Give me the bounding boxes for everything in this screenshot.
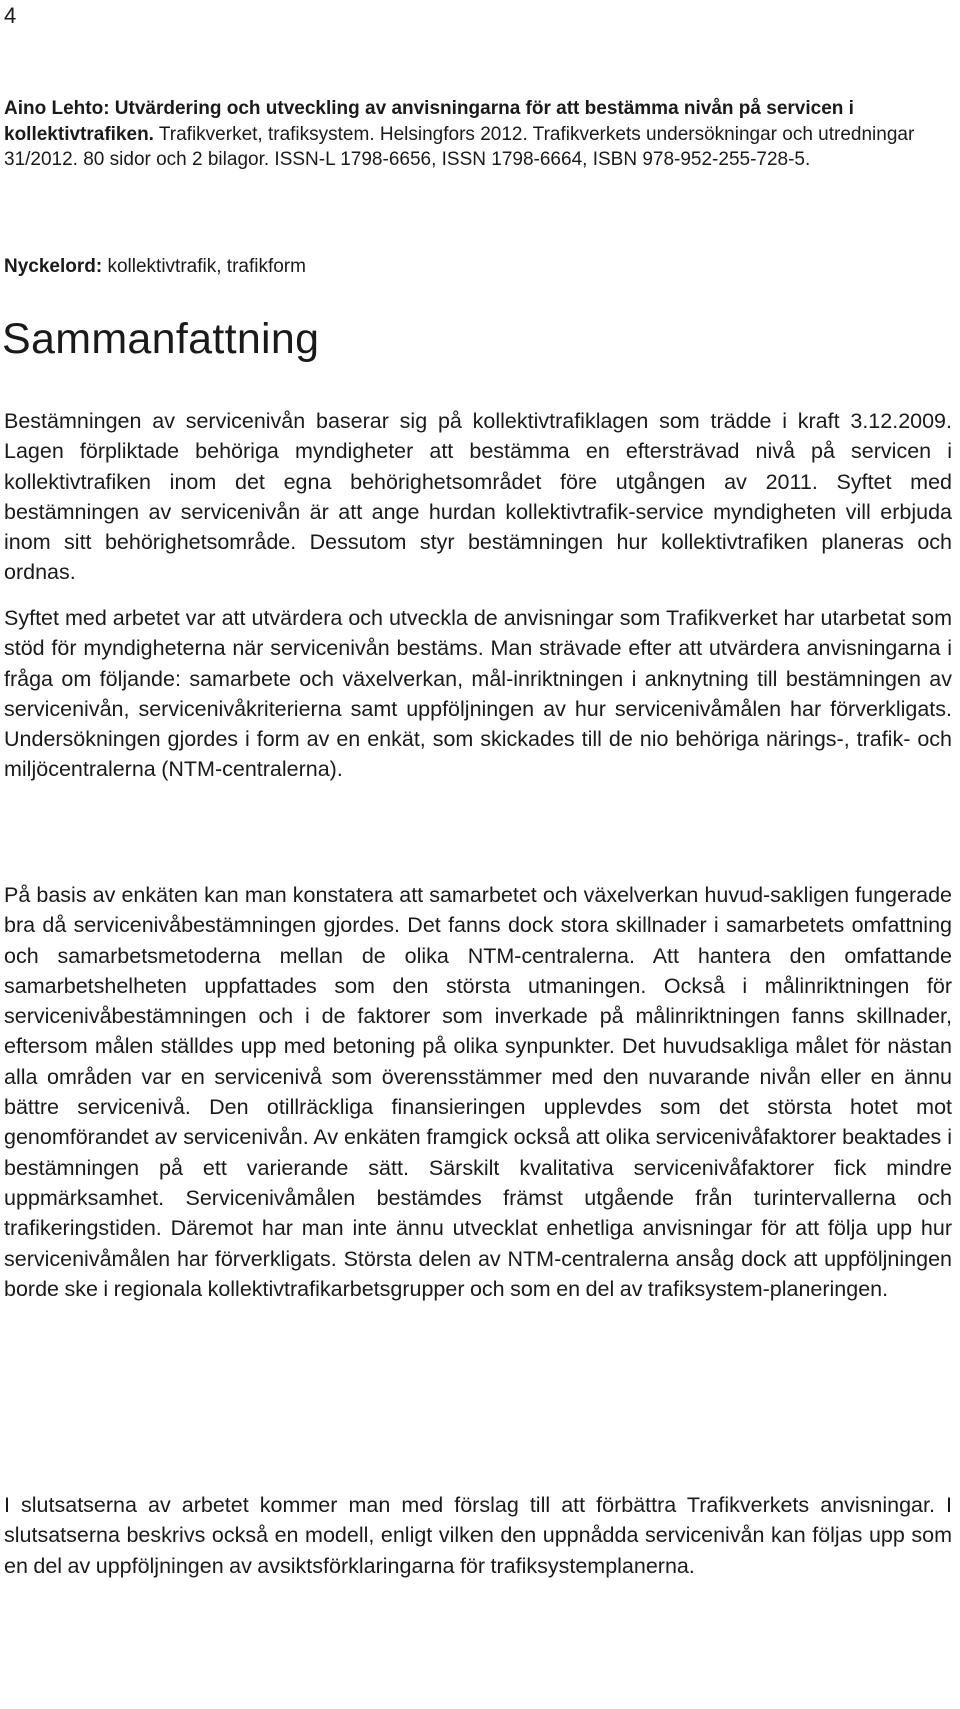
section-heading: Sammanfattning [2, 315, 320, 363]
paragraph-1: Bestämningen av servicenivån baserar sig på kollektivtrafiklagen som trädde i kraft 3.12.2009. Lagen förpliktade behöriga myndigheter att bestämma en eftersträvad nivå på servicen i kollektivtrafiken inom det egna behörighetsområdet före utgången av 2011. Syftet med bestämningen av servicenivån är att ange hurdan kollektivtrafik-service myndigheten vill erbjuda inom sitt behörighetsområde. Dessutom styr bestämningen hur kollektivtrafiken planeras och ordnas. [4, 409, 952, 585]
keywords-label: Nyckelord: [4, 256, 103, 277]
page-number: 4 [4, 3, 17, 28]
citation-details: Trafikverket, trafiksystem. Helsingfors 2012. Trafikverkets undersökningar och utredningar 31/2012. 80 sidor och 2 bilagor. ISSN-L 1798-6656, ISSN 1798-6664, ISBN 978-952-255-728-5. [4, 123, 915, 170]
keywords [4, 254, 306, 279]
citation-title: Aino Lehto: Utvärdering och utveckling av anvisningarna för att bestämma nivån på servicen i kollektivtrafiken. [4, 98, 854, 145]
paragraph-2: Syftet med arbetet var att utvärdera och utveckla de anvisningar som Trafikverket har utarbetat som stöd för myndigheterna när servicenivån bestäms. Man strävade efter att utvärdera anvisningarna i fråga om följande: samarbete och växelverkan, mål-inriktningen i anknytning till bestämningen av servicenivån, servicenivåkriterierna samt uppföljningen av hur servicenivåmålen har förverkligats. Undersökningen gjordes i form av en enkät, som skickades till de nio behöriga närings-, trafik- och miljöcentralerna (NTM-centralerna). [4, 606, 952, 782]
paragraph-4: I slutsatserna av arbetet kommer man med förslag till att förbättra Trafikverkets anvisningar. I slutsatserna beskrivs också en modell, enligt vilken den uppnådda servicenivån kan följas upp som en del av uppföljningen av avsiktsförklaringarna för trafiksystemplanerna. [4, 1493, 952, 1578]
keywords-value: kollektivtrafik, trafikform [102, 256, 306, 277]
paragraph-3: På basis av enkäten kan man konstatera att samarbetet och växelverkan huvud-sakligen fungerade bra då servicenivåbestämningen gjordes. Det fanns dock stora skillnader i samarbetets omfattning och samarbetsmetoderna mellan de olika NTM-centralerna. Att hantera den omfattande samarbetshelheten uppfattades som den största utmaningen. Också i målinriktningen för servicenivåbestämningen och i de faktorer som inverkade på målinriktningen fanns skillnader, eftersom målen ställdes upp med betoning på olika synpunkter. Det huvudsakliga målet för nästan alla områden var en servicenivå som överensstämmer med den nuvarande nivån eller en ännu bättre servicenivå. Den otillräckliga finansieringen upplevdes som det största hotet mot genomförandet av servicenivån. Av enkäten framgick också att olika servicenivåfaktorer beaktades i bestämningen på ett varierande sätt. Särskilt kvalitativa servicenivåfaktorer fick mindre uppmärksamhet. Servicenivåmålen bestämdes främst utgående från turintervallerna och trafikeringstiden. Däremot har man inte ännu utvecklat enhetliga anvisningar för att följa upp hur servicenivåmålen har förverkligats. Största delen av NTM-centralerna ansåg dock att uppföljningen borde ske i regionala kollektivtrafikarbetsgrupper och som en del av trafiksystem-planeringen. [4, 883, 952, 1301]
citation [4, 96, 952, 173]
